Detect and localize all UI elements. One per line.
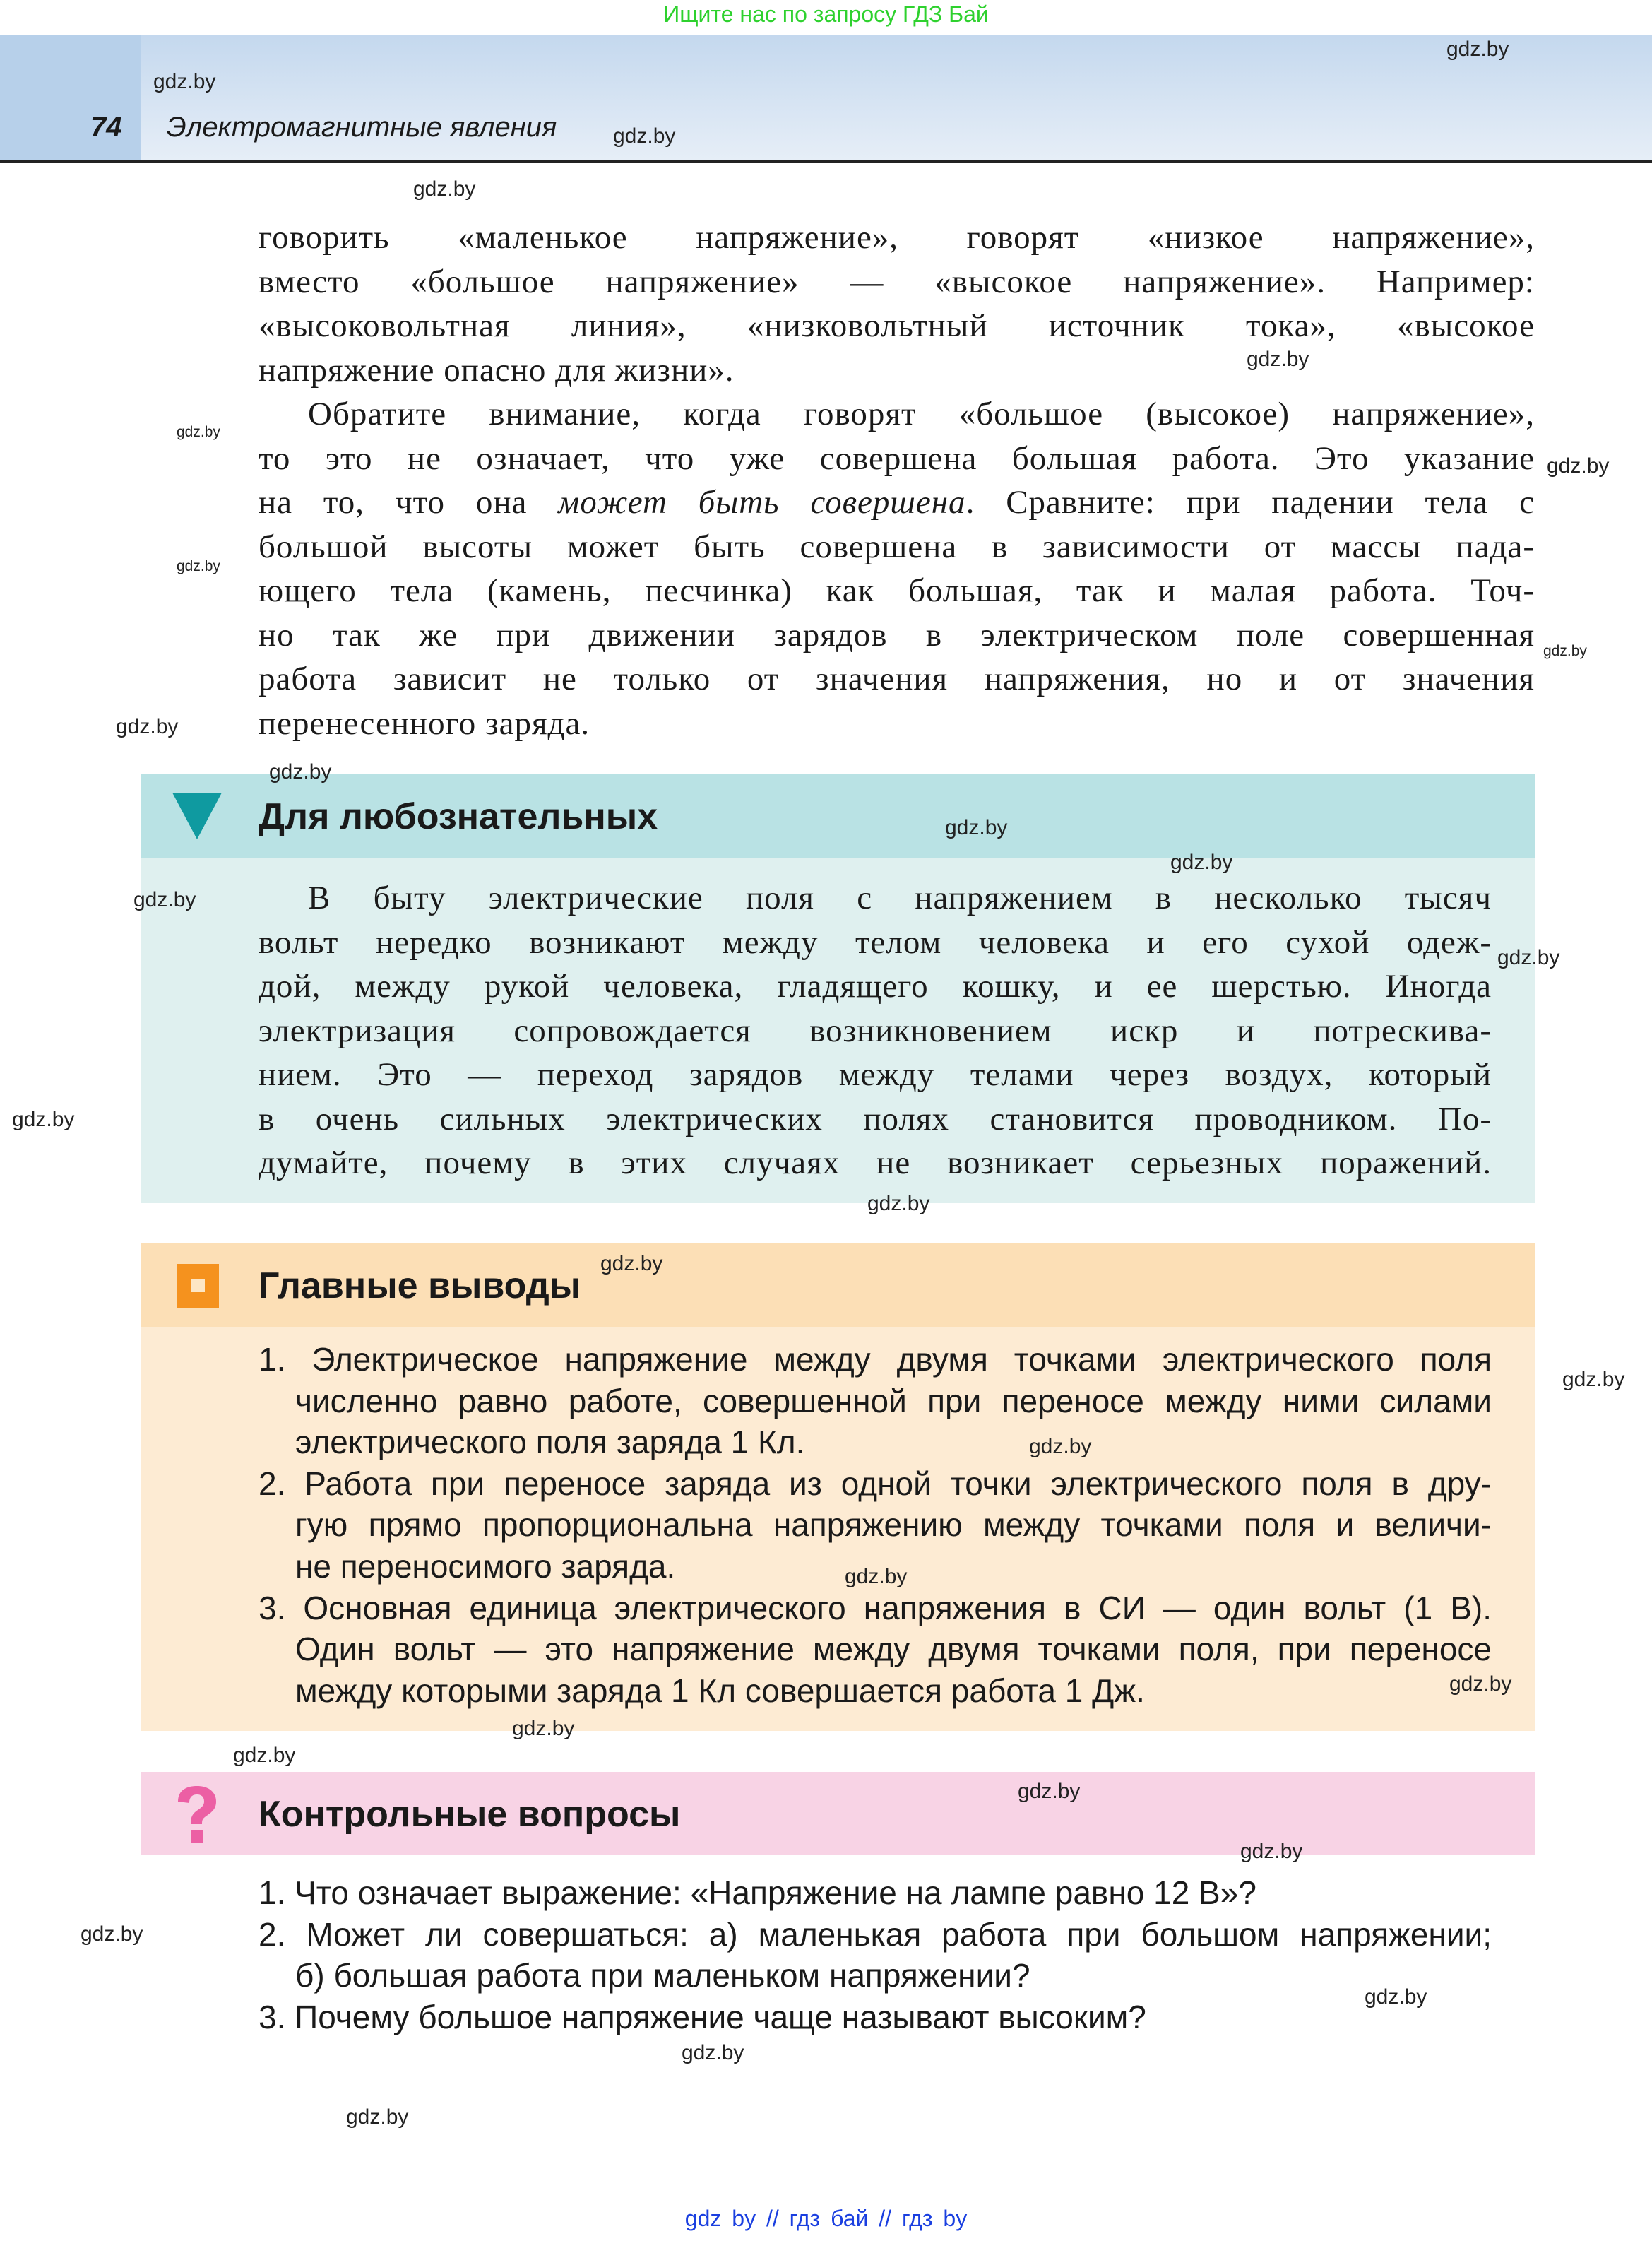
text-segment: на то, что она <box>259 484 559 521</box>
text-line: большой высоты может быть совершена в зависимости от массы пада- <box>259 528 1535 565</box>
watermark: gdz.by <box>867 1192 930 1215</box>
watermark: gdz.by <box>682 2041 744 2064</box>
curious-section-header <box>141 774 1535 858</box>
watermark: gdz.by <box>600 1252 663 1275</box>
questions-section-title: Контрольные вопросы <box>259 1794 681 1835</box>
page-number: 74 <box>90 112 122 143</box>
conclusion-item-line: между которыми заряда 1 Кл совершается работа 1 Дж. <box>295 1672 1145 1709</box>
questions-section-header <box>141 1772 1535 1855</box>
conclusion-item-line: 3. Основная единица электрического напряжения в СИ — один вольт (1 В). <box>259 1589 1492 1626</box>
question-item-line: 3. Почему большое напряжение чаще называют высоким? <box>259 1998 1146 2035</box>
watermark: gdz.by <box>116 715 179 738</box>
text-line: Обратите внимание, когда говорят «большое (высокое) напряжение», <box>308 396 1535 432</box>
watermark: gdz.by <box>1547 454 1610 478</box>
watermark: gdz.by <box>945 816 1008 839</box>
watermark: gdz.by <box>845 1565 908 1588</box>
text-segment: . Сравните: при падении тела с <box>965 484 1535 521</box>
watermark: gdz.by <box>1543 643 1587 659</box>
page-header <box>0 35 1652 163</box>
watermark: gdz.by <box>233 1744 296 1767</box>
text-line: но так же при движении зарядов в электрическом поле совершенная <box>259 616 1535 654</box>
conclusion-item-line: электрического поля заряда 1 Кл. <box>295 1424 805 1461</box>
watermark: gdz.by <box>1018 1780 1081 1803</box>
text-line: вместо «большое напряжение» — «высокое напряжение». Например: <box>259 263 1535 300</box>
watermark: gdz.by <box>1247 348 1309 371</box>
text-line: электризация сопровождается возникновением искр и потрескива- <box>259 1012 1492 1049</box>
conclusion-item-line: численно равно работе, совершенной при переносе между ними силами <box>295 1382 1492 1419</box>
text-line: напряжение опасно для жизни». <box>259 351 735 389</box>
watermark: gdz.by <box>177 558 220 574</box>
watermark: gdz.by <box>1240 1840 1303 1863</box>
text-line: вольт нередко возникают между телом человека и его сухой одеж- <box>259 923 1492 961</box>
watermark: gdz.by <box>1029 1435 1092 1458</box>
watermark: gdz.by <box>1562 1368 1625 1391</box>
text-line: думайте, почему в этих случаях не возникает серьезных поражений. <box>259 1145 1492 1181</box>
text-line: «высоковольтная линия», «низковольтный источник тока», «высокое <box>259 307 1535 344</box>
text-line: ющего тела (камень, песчинка) как большая, так и малая работа. Точ- <box>259 572 1535 609</box>
watermark: gdz.by <box>1449 1672 1512 1696</box>
watermark: gdz.by <box>512 1717 575 1740</box>
text-line: говорить «маленькое напряжение», говорят «низкое напряжение», <box>259 219 1535 256</box>
watermark: gdz.by <box>153 70 216 93</box>
watermark: gdz.by <box>1170 851 1233 874</box>
watermark: gdz.by <box>12 1108 75 1131</box>
conclusion-item-line: 1. Электрическое напряжение между двумя точками электрического поля <box>259 1341 1492 1378</box>
conclusion-item-line: не переносимого заряда. <box>295 1548 676 1585</box>
chapter-title: Электромагнитные явления <box>167 112 557 143</box>
question-item-line: 2. Может ли совершаться: а) маленькая работа при большом напряжении; <box>259 1915 1492 1953</box>
text-line: В быту электрические поля с напряжением в несколько тысяч <box>308 880 1492 916</box>
text-line: работа зависит не только от значения напряжения, но и от значения <box>259 661 1535 697</box>
watermark: gdz.by <box>413 177 476 201</box>
square-icon <box>177 1264 219 1308</box>
watermark: gdz.by <box>81 1922 143 1946</box>
watermark: gdz.by <box>613 124 676 148</box>
watermark: gdz.by <box>133 888 196 911</box>
question-item-line: 1. Что означает выражение: «Напряжение на лампе равно 12 В»? <box>259 1874 1256 1911</box>
watermark: gdz.by <box>269 760 332 784</box>
triangle-down-icon <box>172 793 222 839</box>
curious-section-title: Для любознательных <box>259 796 658 837</box>
conclusion-item-line: гую прямо пропорциональна напряжению между точками поля и величи- <box>295 1506 1492 1544</box>
conclusion-item-line: Один вольт — это напряжение между двумя точками поля, при переносе <box>295 1631 1492 1668</box>
question-mark-icon <box>175 1786 219 1844</box>
text-line: перенесенного заряда. <box>259 704 590 742</box>
watermark: gdz.by <box>177 424 220 440</box>
footer-links: gdz by // гдз бай // гдз by <box>684 2206 968 2231</box>
text-line: нием. Это — переход зарядов между телами через воздух, который <box>259 1056 1492 1093</box>
watermark: gdz.by <box>1365 1985 1427 2009</box>
question-item-line: б) большая работа при маленьком напряжении? <box>295 1957 1030 1994</box>
search-hint-banner: Ищите нас по запросу ГДЗ Бай <box>663 1 989 27</box>
emphasis-text: может быть совершена <box>558 484 966 521</box>
text-line: дой, между рукой человека, гладящего кошку, и ее шерстью. Иногда <box>259 968 1492 1005</box>
watermark: gdz.by <box>1497 946 1560 969</box>
text-line <box>259 480 1535 524</box>
conclusion-item-line: 2. Работа при переносе заряда из одной точки электрического поля в дру- <box>259 1465 1492 1502</box>
watermark: gdz.by <box>346 2105 409 2129</box>
conclusions-section-title: Главные выводы <box>259 1265 581 1306</box>
text-line: в очень сильных электрических полях становится проводником. По- <box>259 1100 1492 1137</box>
text-line: то это не означает, что уже совершена большая работа. Это указание <box>259 439 1535 477</box>
conclusions-section-header <box>141 1243 1535 1327</box>
watermark: gdz.by <box>1446 37 1509 61</box>
